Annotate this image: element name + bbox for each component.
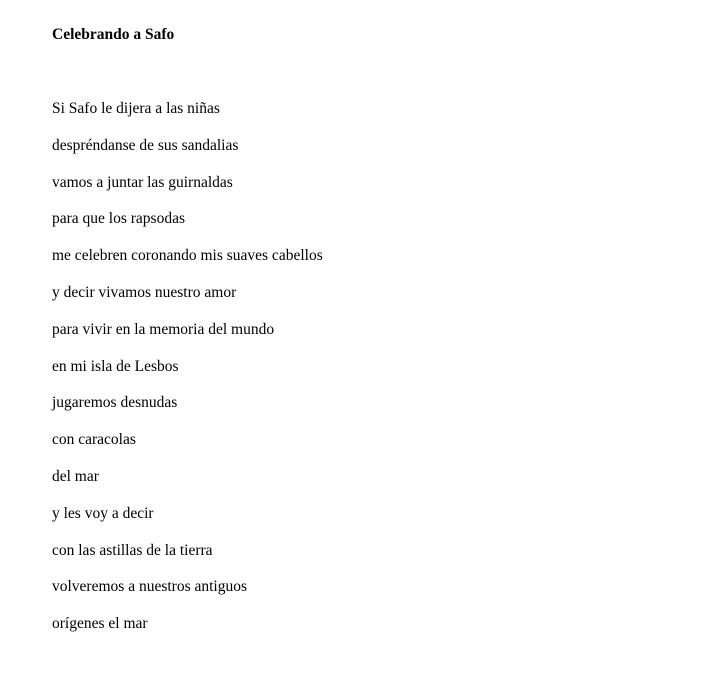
poem-line: del mar <box>52 467 99 485</box>
poem-line: y les voy a decir <box>52 504 154 522</box>
poem-line: me celebren coronando mis suaves cabellos <box>52 247 323 265</box>
poem-line: jugaremos desnudas <box>52 394 178 412</box>
poem-title: Celebrando a Safo <box>52 26 175 43</box>
poem-line: vamos a juntar las guirnaldas <box>52 173 233 191</box>
poem-line: y decir vivamos nuestro amor <box>52 283 237 301</box>
poem-line: para que los rapsodas <box>52 210 185 228</box>
poem-line: para vivir en la memoria del mundo <box>52 320 275 338</box>
poem-line: en mi isla de Lesbos <box>52 357 179 375</box>
poem-line: volveremos a nuestros antiguos <box>52 578 248 596</box>
poem-line: orígenes el mar <box>52 615 148 633</box>
poem-line: con caracolas <box>52 431 136 449</box>
poem-line: despréndanse de sus sandalias <box>52 136 239 154</box>
poem-line: con las astillas de la tierra <box>52 541 213 559</box>
poem-line: Si Safo le dijera a las niñas <box>52 100 220 117</box>
poem-body <box>52 99 323 651</box>
